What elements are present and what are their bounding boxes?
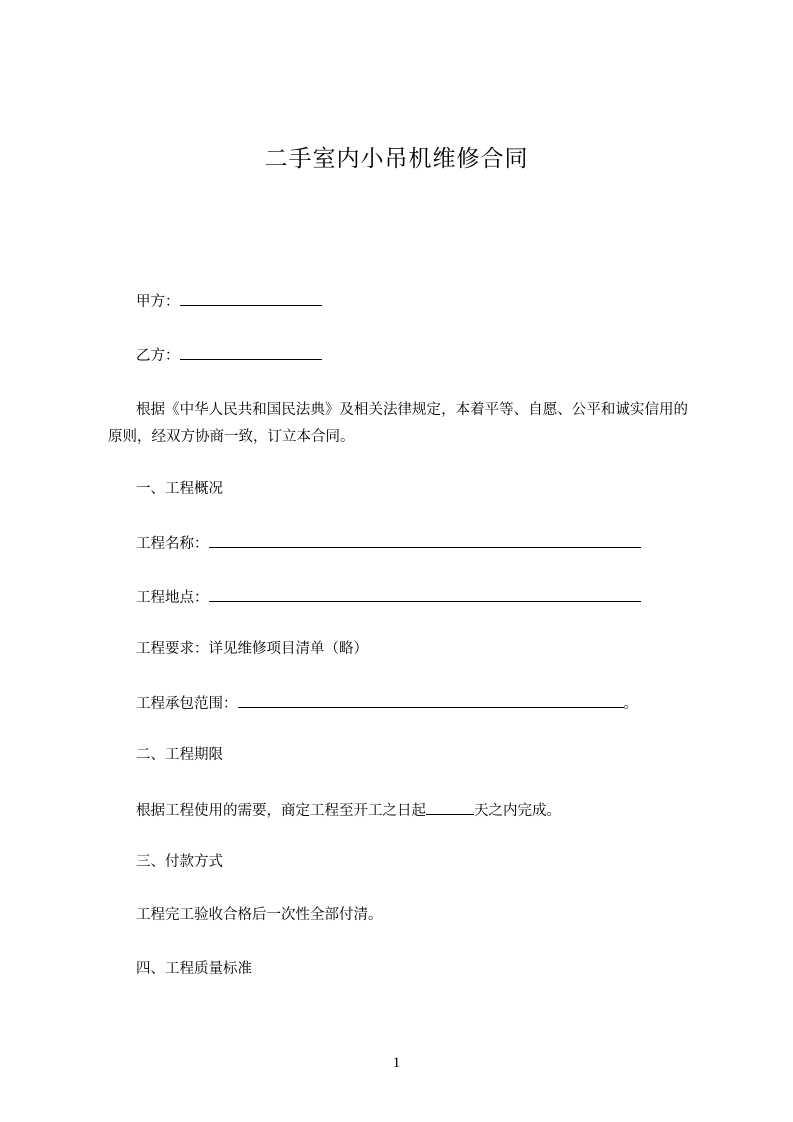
section-4-heading: 四、工程质量标准	[136, 961, 252, 977]
project-scope-label: 工程承包范围：	[136, 696, 238, 712]
section-2-heading: 二、工程期限	[136, 747, 223, 763]
section-3-heading: 三、付款方式	[136, 854, 223, 870]
party-b-label: 乙方：	[136, 348, 180, 364]
project-name-label: 工程名称：	[136, 536, 209, 552]
party-a-blank	[180, 290, 322, 306]
party-b-line	[136, 344, 322, 366]
project-scope-blank	[238, 692, 624, 708]
section-1-heading: 一、工程概况	[136, 481, 223, 497]
project-name-line	[136, 532, 641, 554]
period-text-after: 天之内完成。	[474, 803, 561, 819]
payment-text: 工程完工验收合格后一次性全部付清。	[136, 907, 383, 923]
project-location-label: 工程地点：	[136, 590, 209, 606]
party-b-blank	[180, 344, 322, 360]
intro-paragraph: 根据《中华人民共和国民法典》及相关法律规定，本着平等、自愿、公平和诚实信用的原则，经双方协商一致，订立本合同。	[108, 402, 688, 445]
document-title: 二手室内小吊机维修合同	[264, 146, 529, 172]
project-scope-line	[136, 692, 638, 714]
party-a-line	[136, 290, 322, 312]
project-scope-end: 。	[623, 696, 638, 712]
period-text-before: 根据工程使用的需要，商定工程至开工之日起	[136, 803, 426, 819]
page-number: 1	[392, 1055, 401, 1071]
period-line	[136, 799, 561, 821]
period-days-blank	[426, 799, 474, 815]
project-name-blank	[209, 532, 641, 548]
project-requirement: 工程要求：详见维修项目清单（略）	[136, 641, 368, 657]
project-location-blank	[209, 586, 641, 602]
party-a-label: 甲方：	[136, 294, 180, 310]
project-location-line	[136, 586, 641, 608]
